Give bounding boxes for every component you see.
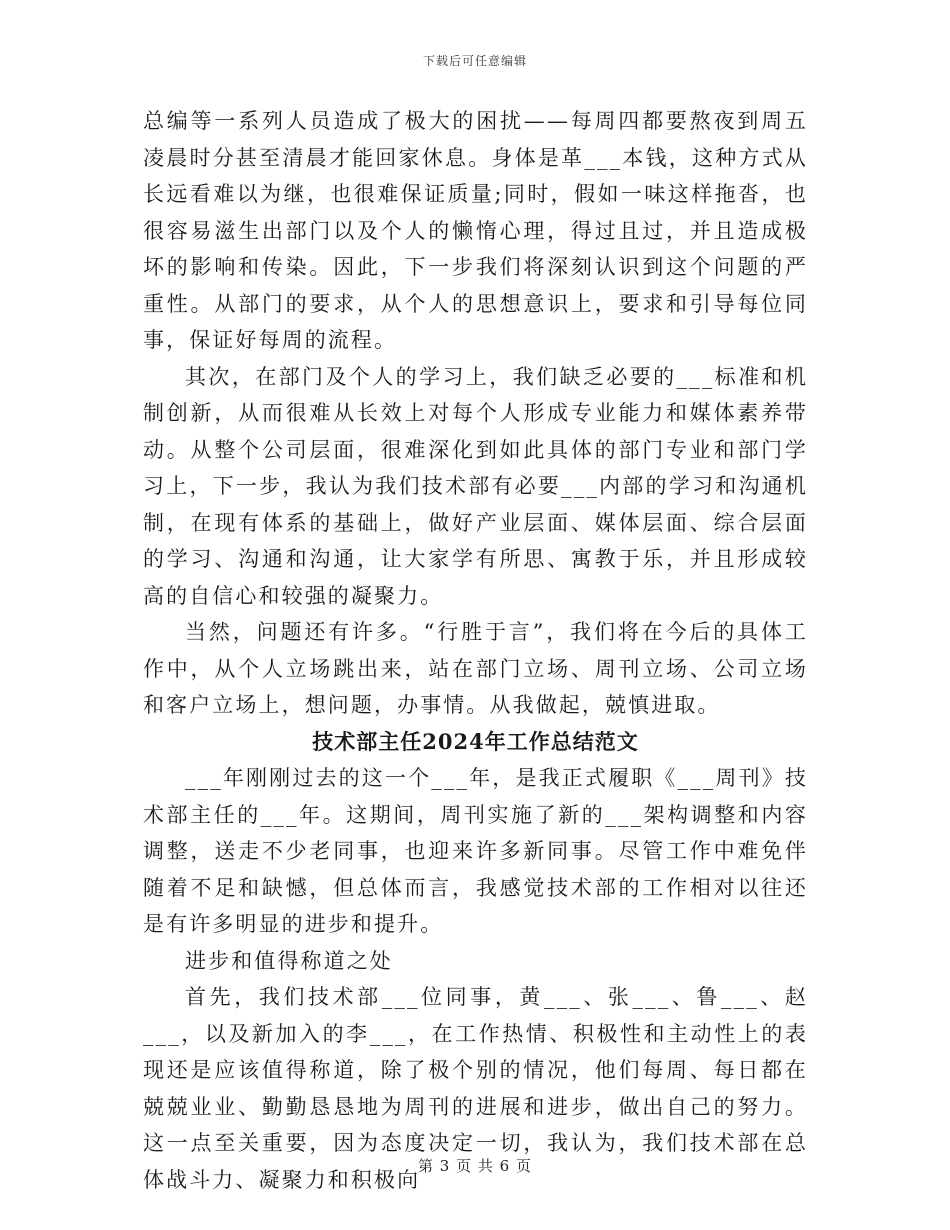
section-paragraph-2: 首先，我们技术部___位同事，黄___、张___、鲁___、赵___，以及新加入的李___，在工作热情、积极性和主动性上的表现还是应该值得称道，除了极个别的情况，他们每周、每日都在兢兢业业、勤勤恳恳地为周刊的进展和进步，做出自己的努力。这一点至关重要，因为态度决定一切，我认为，我们技术部在总体战斗力、凝聚力和积极向: [143, 985, 808, 1192]
section-subheading: 进步和值得称道之处: [185, 948, 393, 973]
paragraph-1: 总编等一系列人员造成了极大的困扰——每周四都要熬夜到周五凌晨时分甚至清晨才能回家休息。身体是革___本钱，这种方式从长远看难以为继，也很难保证质量;同时，假如一味这样拖沓，也很容易滋生出部门以及个人的懒惰心理，得过且过，并且造成极坏的影响和传染。因此，下一步我们将深刻认识到这个问题的严重性。从部门的要求，从个人的思想意识上，要求和引导每位同事，保证好每周的流程。: [143, 109, 808, 352]
page-footer: 第 3 页 共 6 页: [418, 1157, 532, 1175]
paragraph-3: 当然，问题还有许多。“行胜于言”，我们将在今后的具体工作中，从个人立场跳出来，站在部门立场、周刊立场、公司立场和客户立场上，想问题，办事情。从我做起，兢慎进取。: [143, 620, 808, 717]
section-title: 技术部主任2024年工作总结范文: [312, 728, 639, 754]
section-paragraph-1: ___年刚刚过去的这一个___年，是我正式履职《___周刊》技术部主任的___年。这期间，周刊实施了新的___架构调整和内容调整，送走不少老同事，也迎来许多新同事。尽管工作中难免伴随着不足和缺憾，但总体而言，我感觉技术部的工作相对以往还是有许多明显的进步和提升。: [143, 766, 808, 936]
document-body: [143, 103, 808, 1198]
paragraph-2: 其次，在部门及个人的学习上，我们缺乏必要的___标准和机制创新，从而很难从长效上对每个人形成专业能力和媒体素养带动。从整个公司层面，很难深化到如此具体的部门专业和部门学习上，下一步，我认为我们技术部有必要___内部的学习和沟通机制，在现有体系的基础上，做好产业层面、媒体层面、综合层面的学习、沟通和沟通，让大家学有所思、寓教于乐，并且形成较高的自信心和较强的凝聚力。: [143, 364, 808, 608]
page-header: 下载后可任意编辑: [422, 54, 527, 68]
